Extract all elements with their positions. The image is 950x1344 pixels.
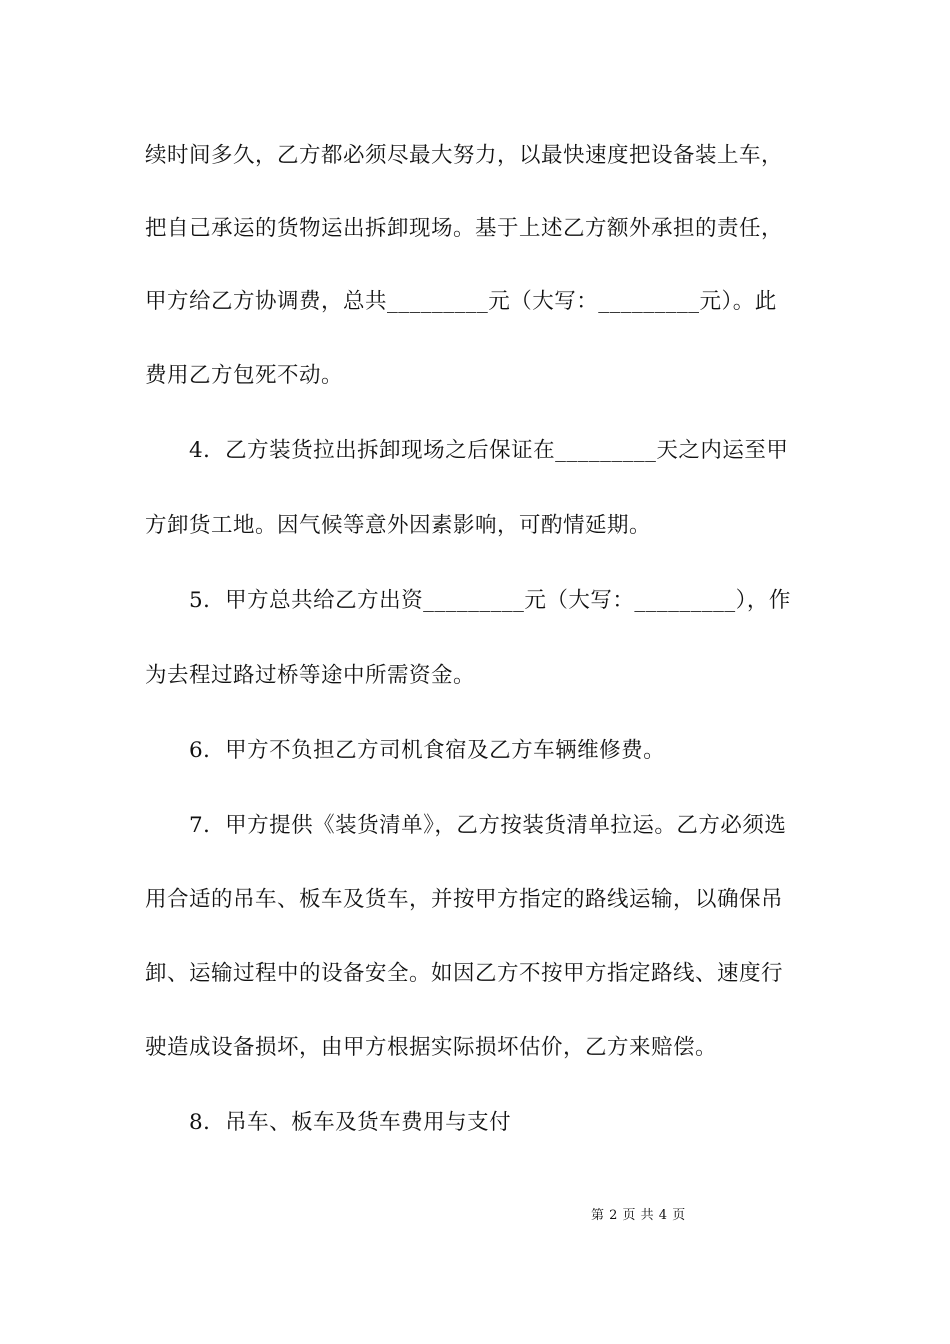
clause-5-line-2: 为去程过路过桥等途中所需资金。 xyxy=(145,663,476,688)
clause-6-line-1: 6．甲方不负担乙方司机食宿及乙方车辆维修费。 xyxy=(189,738,666,763)
clause-4-line-1: 4．乙方装货拉出拆卸现场之后保证在_________天之内运至甲 xyxy=(189,438,789,463)
text-line-4: 费用乙方包死不动。 xyxy=(145,363,344,388)
page-number-footer: 第 2 页 共 4 页 xyxy=(591,1208,686,1223)
clause-4-line-2: 方卸货工地。因气候等意外因素影响，可酌情延期。 xyxy=(145,513,652,538)
clause-5-line-1: 5．甲方总共给乙方出资_________元（大写：_________），作 xyxy=(189,588,791,613)
clause-7-line-1: 7．甲方提供《装货清单》，乙方按装货清单拉运。乙方必须选 xyxy=(189,813,787,838)
clause-7-line-4: 驶造成设备损坏，由甲方根据实际损坏估价，乙方来赔偿。 xyxy=(145,1035,718,1060)
text-line-1: 续时间多久，乙方都必须尽最大努力，以最快速度把设备装上车， xyxy=(145,143,784,168)
text-line-2: 把自己承运的货物运出拆卸现场。基于上述乙方额外承担的责任， xyxy=(145,216,784,241)
clause-7-line-2: 用合适的吊车、板车及货车，并按甲方指定的路线运输，以确保吊 xyxy=(145,887,784,912)
clause-7-line-3: 卸、运输过程中的设备安全。如因乙方不按甲方指定路线、速度行 xyxy=(145,961,784,986)
clause-8-heading: 8．吊车、板车及货车费用与支付 xyxy=(189,1110,512,1135)
text-line-3: 甲方给乙方协调费，总共_________元（大写：_________元）。此 xyxy=(145,289,777,314)
